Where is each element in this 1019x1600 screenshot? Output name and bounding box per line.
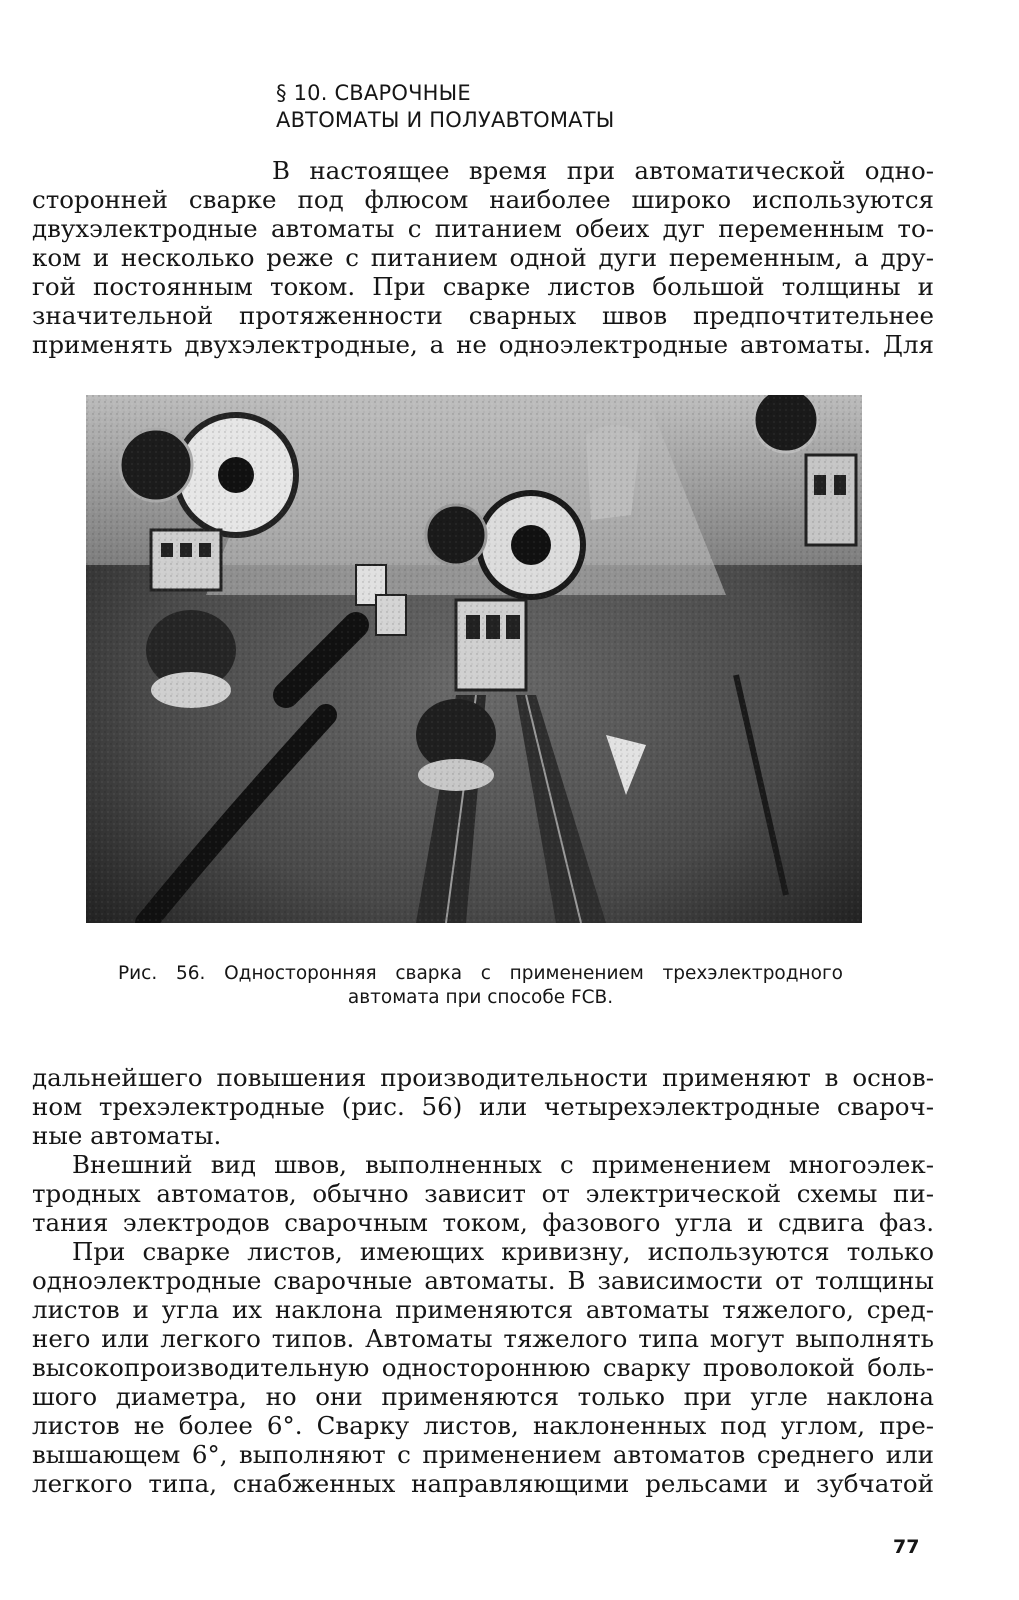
- text-line: гой постоянным током. При сварке листов большой толщины и: [32, 272, 934, 301]
- text-line: ные автоматы.: [32, 1121, 222, 1150]
- figure-caption: [118, 962, 843, 1010]
- text-line: легкого типа, снабженных направляющими рельсами и зубчатой: [32, 1469, 934, 1498]
- text-line: В настоящее время при автоматической одно-: [272, 156, 934, 185]
- section-heading: [276, 80, 615, 134]
- text-line: листов и угла их наклона применяются автоматы тяжелого, сред-: [32, 1295, 934, 1324]
- text-line: листов не более 6°. Сварку листов, наклоненных под углом, пре-: [32, 1411, 934, 1440]
- text-line: тания электродов сварочным током, фазового угла и сдвига фаз.: [32, 1208, 934, 1237]
- text-line: дальнейшего повышения производительности применяют в основ-: [32, 1063, 934, 1092]
- text-line: тродных автоматов, обычно зависит от электрической схемы пи-: [32, 1179, 934, 1208]
- text-line: Внешний вид швов, выполненных с применением многоэлек-: [72, 1150, 934, 1179]
- section-heading-line2: АВТОМАТЫ И ПОЛУАВТОМАТЫ: [276, 108, 615, 132]
- caption-line1: Рис. 56. Односторонняя сварка с применением трехэлектродного: [118, 963, 843, 984]
- bottom-paragraphs: [32, 1063, 934, 1498]
- page-number: 77: [893, 1536, 920, 1558]
- text-line: значительной протяженности сварных швов предпочтительнее: [32, 301, 934, 330]
- text-line: одноэлектродные сварочные автоматы. В зависимости от толщины: [32, 1266, 934, 1295]
- text-line: высокопроизводительную одностороннюю сварку проволокой боль-: [32, 1353, 934, 1382]
- text-line: шого диаметра, но они применяются только при угле наклона: [32, 1382, 934, 1411]
- text-line: двухэлектродные автоматы с питанием обеих дуг переменным то-: [32, 214, 934, 243]
- caption-line2: автомата при способе FCB.: [347, 987, 614, 1008]
- text-line: него или легкого типов. Автоматы тяжелого типа могут выполнять: [32, 1324, 934, 1353]
- section-heading-line1: § 10. СВАРОЧНЫЕ: [276, 81, 471, 105]
- text-line: ном трехэлектродные (рис. 56) или четырехэлектродные свароч-: [32, 1092, 934, 1121]
- text-line: применять двухэлектродные, а не одноэлектродные автоматы. Для: [32, 330, 934, 359]
- text-line: вышающем 6°, выполняют с применением автоматов среднего или: [32, 1440, 934, 1469]
- text-line: При сварке листов, имеющих кривизну, используются только: [72, 1237, 934, 1266]
- figure-photo: [86, 395, 862, 923]
- top-paragraph: [32, 156, 934, 359]
- welding-photo: [86, 395, 862, 923]
- text-line: сторонней сварке под флюсом наиболее широко используются: [32, 185, 934, 214]
- text-line: ком и несколько реже с питанием одной дуги переменным, а дру-: [32, 243, 934, 272]
